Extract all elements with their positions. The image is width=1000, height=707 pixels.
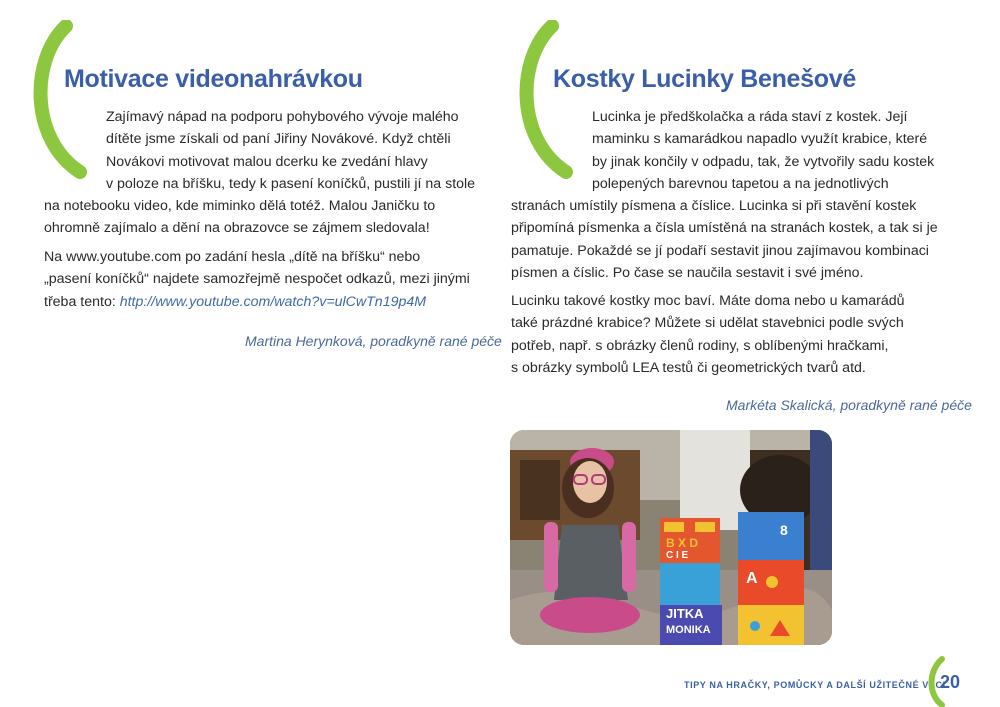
- right-paragraph-2: [511, 290, 905, 379]
- block-text-word-2: MONIKA: [666, 624, 711, 636]
- text-line: Lucinku takové kostky moc baví. Máte doma nebo u kamarádů: [511, 293, 905, 309]
- text-line: připomíná písmenka a čísla umístěná na stranách kostek, a tak si je: [511, 220, 938, 237]
- text-line: potřeb, např. s obrázky členů rodiny, s oblíbenými hračkami,: [511, 337, 889, 354]
- text-line: s obrázky symbolů LEA testů či geometrických tvarů atd.: [511, 359, 866, 376]
- block-text-word-1: JITKA: [666, 606, 704, 621]
- photo-girl-with-blocks: [510, 430, 832, 645]
- text-line: pamatuje. Pokaždé se jí podaří sestavit jinou zajímavou kombinaci: [511, 242, 929, 259]
- block-letters-b: C I E: [666, 550, 689, 561]
- right-signature: Markéta Skalická, poradkyně rané péče: [726, 397, 972, 413]
- youtube-link[interactable]: http://www.youtube.com/watch?v=ulCwTn19p4M: [119, 293, 427, 310]
- text-line: v poloze na bříšku, tedy k pasení koníčků, pustili jí na stole: [106, 175, 476, 192]
- text-line: maminku s kamarádkou napadlo využít krabice, které: [592, 131, 928, 148]
- left-signature: Martina Herynková, poradkyně rané péče: [245, 333, 502, 349]
- text-line: by jinak končily v odpadu, tak, že vytvořily sadu kostek: [592, 153, 935, 170]
- text-line: dítěte jsme získali od paní Jiřiny Novákové. Když chtěli: [106, 131, 451, 148]
- text-line: písmen a číslic. Po čase se naučila sestavit i své jméno.: [511, 265, 864, 282]
- text-line: Lucinka je předškolačka a ráda staví z kostek. Její: [592, 109, 908, 125]
- block-letter-c: 8: [780, 522, 788, 538]
- text-line: Novákovi motivovat malou dcerku ke zvedání hlavy: [106, 153, 428, 170]
- text-line: také prázdné krabice? Můžete si udělat stavebnici podle svých: [511, 315, 904, 332]
- text-line: [44, 291, 470, 313]
- text-fragment: třeba tento:: [44, 293, 120, 310]
- text-line: Na www.youtube.com po zadání hesla „dítě na bříšku“ nebo: [44, 249, 421, 265]
- text-line: polepených barevnou tapetou a na jednotlivých: [592, 175, 889, 192]
- block-letters-a: B X D: [666, 536, 699, 550]
- text-line: ohromně zajímalo a dění na obrazovce se zájmem sledovala!: [44, 220, 430, 237]
- right-article-title: Kostky Lucinky Benešové: [553, 65, 856, 93]
- block-letter-d: A: [746, 570, 758, 587]
- text-line: stranách umístily písmena a číslice. Lucinka si při stavění kostek: [511, 198, 917, 215]
- left-article-title: Motivace videonahrávkou: [64, 65, 363, 93]
- text-line: „pasení koníčků“ najdete samozřejmě nespočet odkazů, mezi jinými: [44, 271, 470, 288]
- text-line: na notebooku video, kde miminko dělá totéž. Malou Janičku to: [44, 198, 436, 215]
- page-number: 20: [940, 672, 961, 692]
- footer-section-title: TIPY NA HRAČKY, POMŮCKY A DALŠÍ UŽITEČNÉ VĚCI: [684, 680, 946, 690]
- text-line: Zajímavý nápad na podporu pohybového vývoje malého: [106, 109, 459, 125]
- right-paragraph-1: [0, 106, 938, 284]
